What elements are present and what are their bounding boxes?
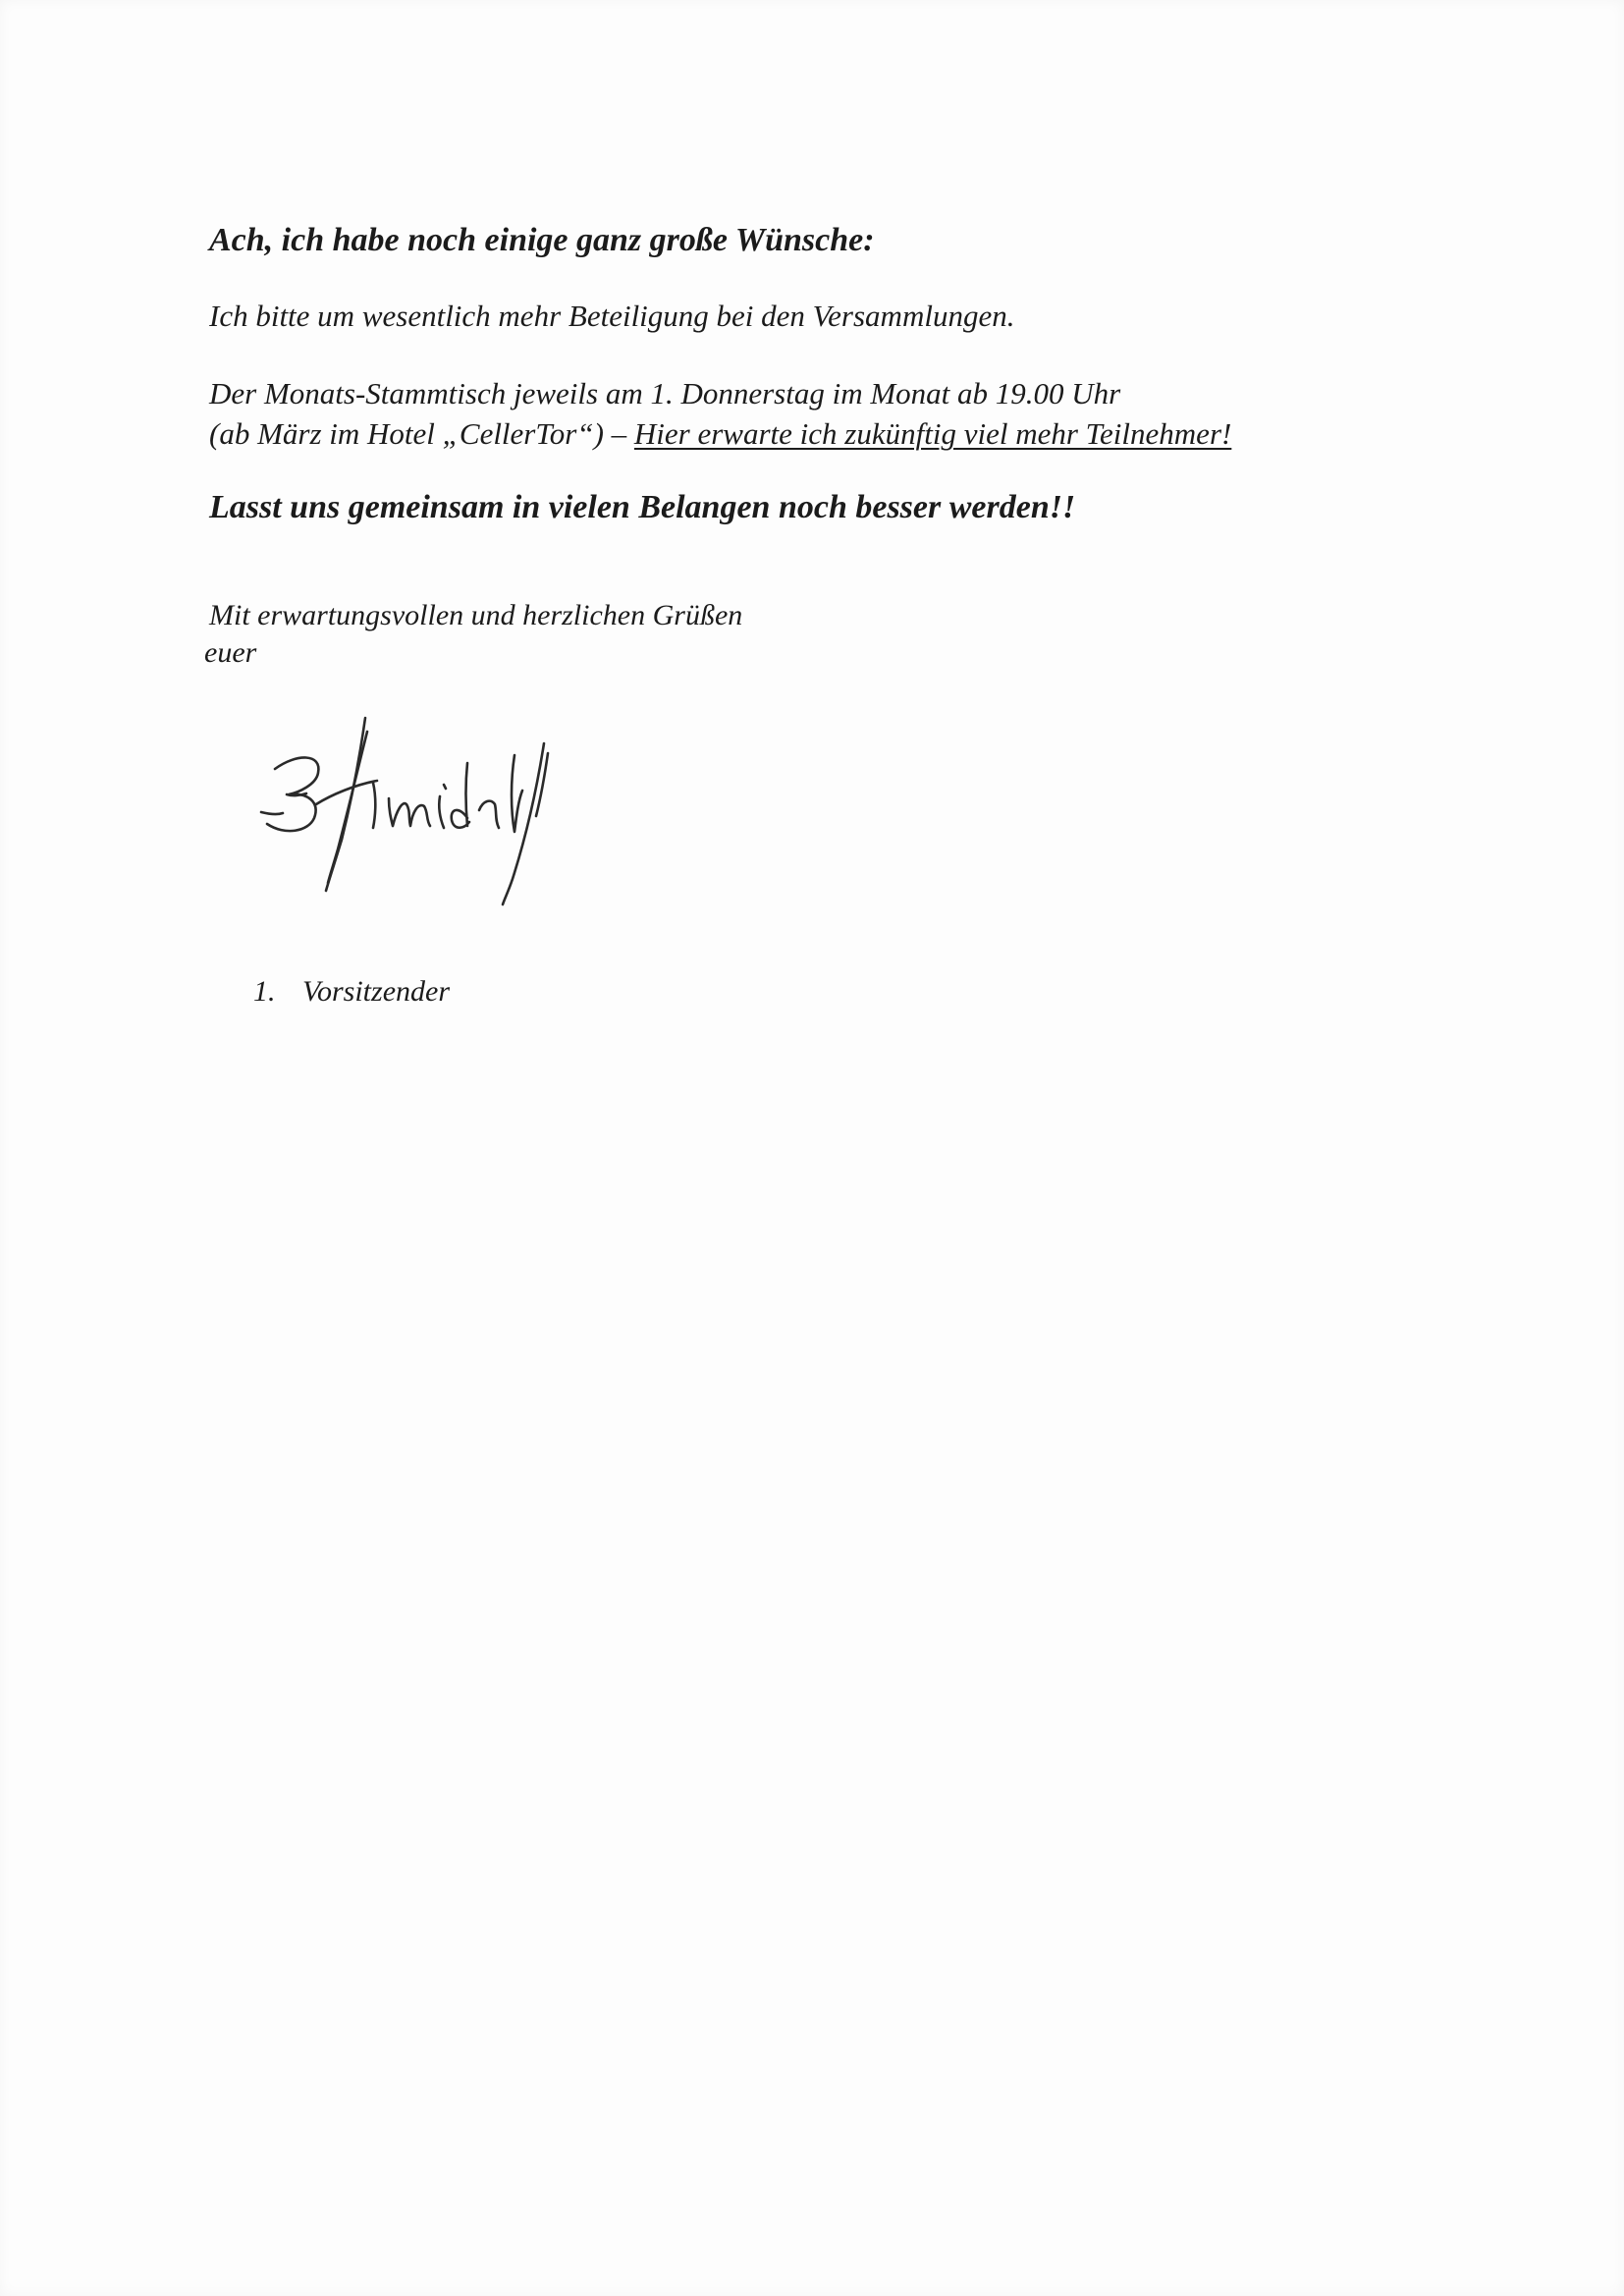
stammtisch-emphasis: Hier erwarte ich zukünftig viel mehr Teilnehmer! [633, 416, 1232, 451]
participation-request: Ich bitte um wesentlich mehr Beteiligung bei den Versammlungen. [209, 299, 1015, 333]
role-title: Vorsitzender [302, 975, 450, 1008]
role-number: 1. [253, 975, 276, 1008]
signature-image [257, 702, 581, 908]
closing-appeal: Lasst uns gemeinsam in vielen Belangen noch besser werden!! [209, 489, 1076, 525]
stammtisch-location [209, 418, 1231, 449]
stammtisch-schedule: Der Monats-Stammtisch jeweils am 1. Donnerstag im Monat ab 19.00 Uhr [209, 376, 1121, 410]
greeting: Mit erwartungsvollen und herzlichen Grüßen [209, 599, 743, 631]
signatory-role [253, 977, 450, 1007]
letter-heading: Ach, ich habe noch einige ganz große Wünsche: [209, 222, 875, 258]
stammtisch-location-text: (ab März im Hotel „CellerTor“) – [209, 416, 634, 451]
greeting-pronoun: euer [204, 636, 257, 669]
